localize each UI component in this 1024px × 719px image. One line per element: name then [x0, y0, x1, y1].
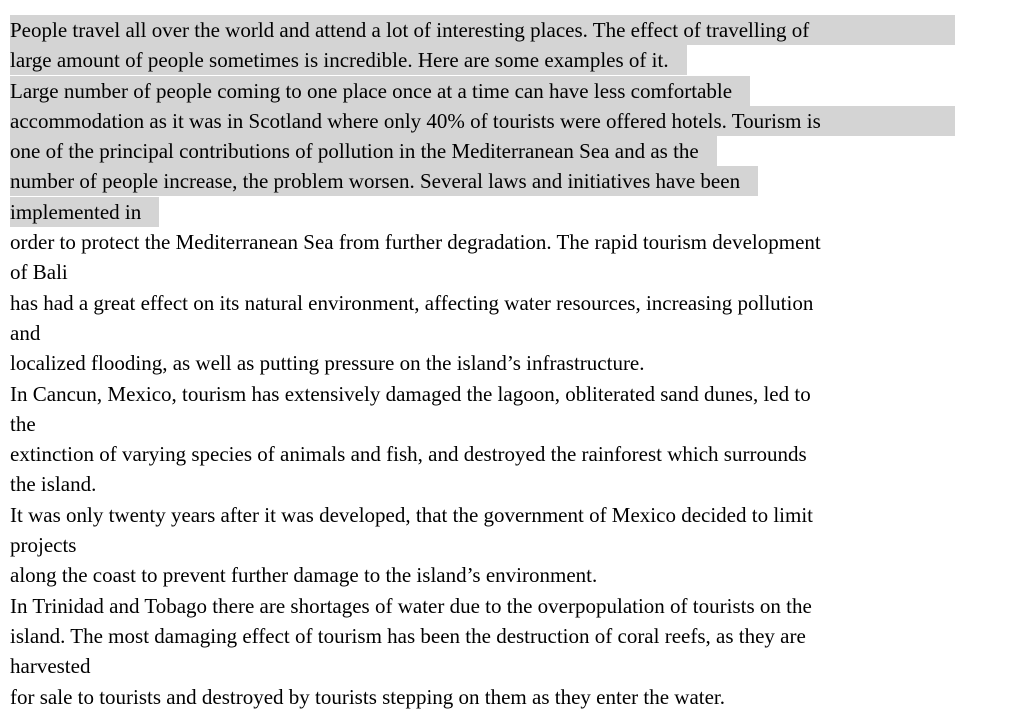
text-line: order to protect the Mediterranean Sea from further degradation. The rapid tourism development	[10, 230, 821, 255]
text-line: the island.	[10, 472, 97, 497]
text-line	[10, 197, 1010, 227]
text-line: the	[10, 411, 36, 436]
highlighted-text: People travel all over the world and attend a lot of interesting places. The effect of travelling of	[10, 15, 955, 45]
highlighted-text: accommodation as it was in Scotland where only 40% of tourists were offered hotels. Tourism is	[10, 106, 955, 136]
highlighted-text: large amount of people sometimes is incredible. Here are some examples of it.	[10, 45, 687, 75]
document-body	[10, 15, 1010, 712]
text-line: In Cancun, Mexico, tourism has extensively damaged the lagoon, obliterated sand dunes, led to	[10, 381, 811, 406]
text-line: extinction of varying species of animals and fish, and destroyed the rainforest which surrounds	[10, 442, 807, 467]
text-line: island. The most damaging effect of tourism has been the destruction of coral reefs, as they are	[10, 623, 806, 648]
highlighted-text: Large number of people coming to one place once at a time can have less comfortable	[10, 76, 750, 106]
text-line: In Trinidad and Tobago there are shortages of water due to the overpopulation of tourists on the	[10, 593, 812, 618]
text-line	[10, 106, 1010, 136]
text-line	[10, 136, 1010, 166]
highlighted-text: implemented in	[10, 197, 159, 227]
text-line: of Bali	[10, 260, 68, 285]
text-line: for sale to tourists and destroyed by tourists stepping on them as they enter the water.	[10, 684, 726, 709]
text-line: harvested	[10, 654, 91, 679]
highlighted-text: one of the principal contributions of pollution in the Mediterranean Sea and as the	[10, 136, 717, 166]
text-line	[10, 45, 1010, 75]
text-line: and	[10, 320, 41, 345]
text-line	[10, 15, 1010, 45]
text-line: It was only twenty years after it was developed, that the government of Mexico decided to limit	[10, 502, 814, 527]
text-line	[10, 76, 1010, 106]
text-line: along the coast to prevent further damage to the island’s environment.	[10, 563, 598, 588]
text-line: has had a great effect on its natural environment, affecting water resources, increasing pollution	[10, 290, 814, 315]
text-line: localized flooding, as well as putting pressure on the island’s infrastructure.	[10, 351, 645, 376]
highlighted-text: number of people increase, the problem worsen. Several laws and initiatives have been	[10, 166, 758, 196]
text-line	[10, 166, 1010, 196]
text-line: projects	[10, 533, 77, 558]
